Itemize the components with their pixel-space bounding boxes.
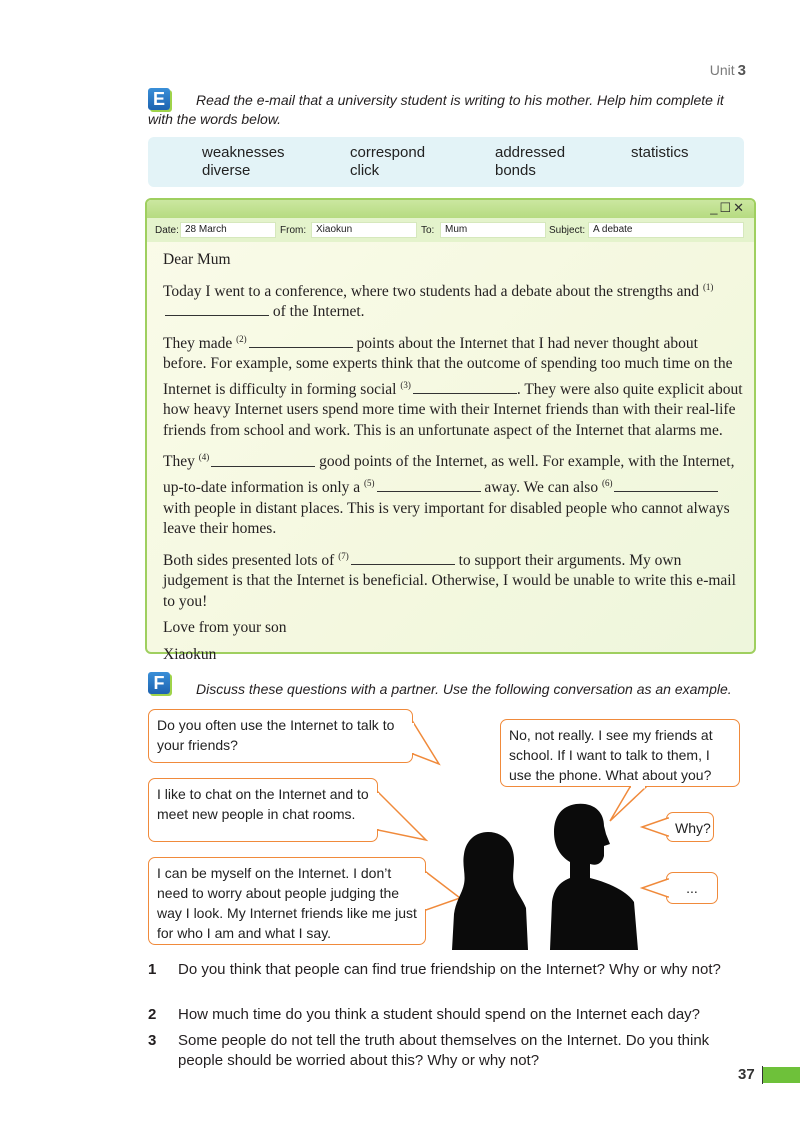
word-item: click [350,162,380,179]
blank-2[interactable] [249,335,353,348]
email-paragraph: Today I went to a conference, where two students had a debate about the strengths and $^{(1)}$ of the Internet. [163,281,714,321]
girl-silhouette-image [448,828,530,950]
word-item: bonds [495,162,536,179]
email-paragraph: They made $^{(2)}$ points about the Internet that I had never thought about before. For example, some experts think that the outcome of spending too much time on the Internet is difficulty in forming social $^{(3)}$ . They were also quite explicit about how heavy Internet users spend more time with their Internet friends than with their real-life friends from school and work. This is an unfortunate aspect of the Internet that alarms me. [163,333,743,439]
blank-3[interactable] [413,381,517,394]
blank-6[interactable] [614,479,718,492]
section-f-badge: F [148,672,170,694]
section-e-instruction: Read the e-mail that a university student is writing to his mother. Help him complete it with the words below. [148,92,724,127]
bubble-tail [370,788,430,848]
subject-label: Subject: [549,225,586,236]
email-body [163,250,743,671]
email-greeting: Dear Mum [163,251,231,268]
speech-bubble-6: ... [666,872,718,904]
word-item: addressed [495,144,566,161]
section-e-badge: E [148,88,170,110]
question-2: 2 How much time do you think a student should spend on the Internet each day? [148,1006,700,1023]
blank-5[interactable] [377,479,481,492]
boy-silhouette-image [546,802,646,950]
speech-bubble-1: Do you often use the Internet to talk to your friends? [148,709,413,763]
date-label: Date: [155,225,179,236]
word-item: statistics [631,144,689,161]
subject-field[interactable]: A debate [588,222,744,238]
email-window [145,198,756,663]
speech-bubble-5: Why? [666,812,714,842]
to-label: To: [421,225,435,236]
page-accent-bar [763,1067,800,1083]
window-controls[interactable]: _☐✕ [710,200,746,215]
question-1: 1 Do you think that people can find true friendship on the Internet? Why or why not? [148,961,721,978]
email-signature: Xiaokun [163,645,217,663]
unit-label: Unit 3 [709,62,746,79]
email-paragraph: Both sides presented lots of $^{(7)}$ to support their arguments. My own judgement is that the Internet is beneficial. Otherwise, I would be unable to write this e-mail to you! [163,550,736,610]
unit-number: 3 [737,62,746,79]
email-closing: Love from your son [163,619,287,637]
word-box [148,137,744,187]
word-item: weaknesses [202,144,285,161]
from-field[interactable]: Xiaokun [311,222,417,238]
speech-bubble-3: I can be myself on the Internet. I don’t need to worry about people judging the way I look. My Internet friends like me just for who I am and what I say. [148,857,426,945]
bubble-tail [405,718,441,768]
email-header [147,218,754,242]
to-field[interactable]: Mum [440,222,546,238]
section-f-instruction: Discuss these questions with a partner. Use the following conversation as an example. [196,681,732,697]
date-field[interactable]: 28 March [180,222,276,238]
word-item: diverse [202,162,251,179]
page-number: 37 [738,1066,755,1083]
email-paragraph: They $^{(4)}$ good points of the Internet, as well. For example, with the Internet, up-to-date information is only a $^{(5)}$ away. We can also $^{(6)}$ with people in distant places. This is very important for disabled people who cannot always leave their homes. [163,452,735,538]
question-3: 3 Some people do not tell the truth about themselves on the Internet. Do you think people should be worried about this? Why or why not? [148,1032,710,1069]
word-item: correspond [350,144,426,161]
blank-7[interactable] [351,552,455,565]
blank-1[interactable] [165,303,269,316]
email-titlebar [147,200,754,218]
from-label: From: [280,225,307,236]
blank-4[interactable] [211,454,315,467]
speech-bubble-4: No, not really. I see my friends at school. If I want to talk to them, I use the phone. What about you? [500,719,740,787]
speech-bubble-2: I like to chat on the Internet and to meet new people in chat rooms. [148,778,378,842]
